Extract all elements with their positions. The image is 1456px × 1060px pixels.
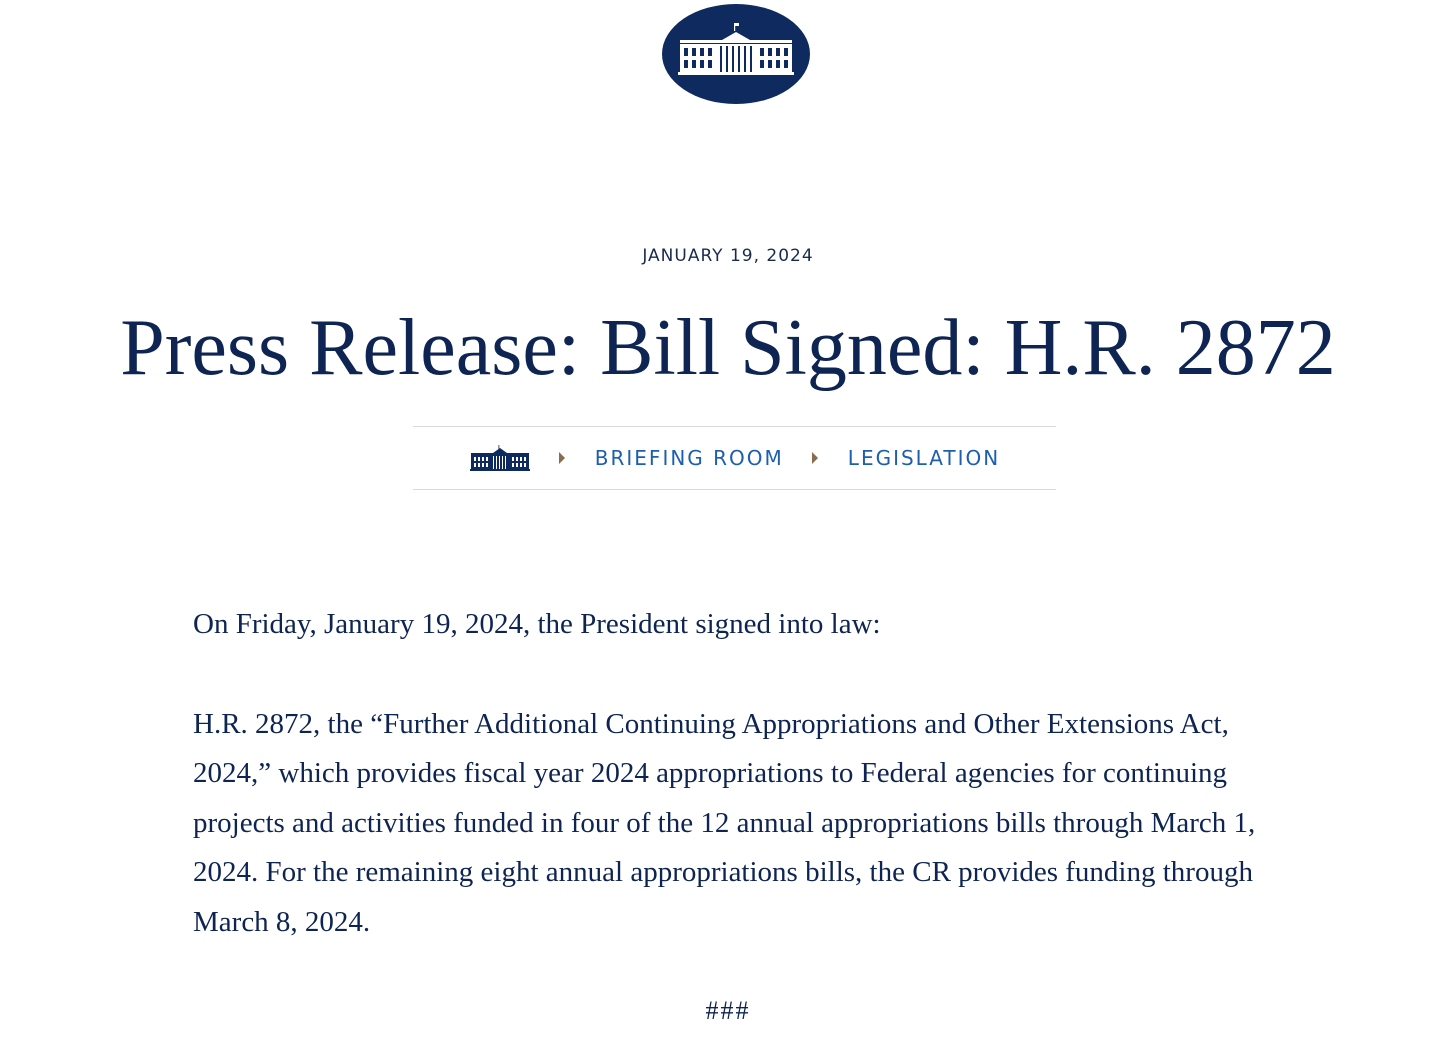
breadcrumb	[413, 426, 1056, 490]
caret-right-icon	[812, 452, 818, 464]
page-title: Press Release: Bill Signed: H.R. 2872	[120, 304, 1336, 392]
breadcrumb-briefing-room[interactable]: BRIEFING ROOM	[594, 446, 784, 470]
article-date: JANUARY 19, 2024	[642, 246, 814, 266]
article-paragraph: H.R. 2872, the “Further Additional Continuing Appropriations and Other Extensions Act, 2024,” which provides fiscal year 2024 appropriations to Federal agencies for continuing projects and activities funded in four of the 12 annual appropriations bills through March 1, 2024. For the remaining eight annual appropriations bills, the CR provides funding through March 8, 2024.	[193, 707, 1256, 938]
caret-right-icon	[559, 452, 565, 464]
article-paragraph: On Friday, January 19, 2024, the President signed into law:	[193, 608, 881, 640]
white-house-logo[interactable]	[662, 4, 810, 104]
breadcrumb-home-link[interactable]	[469, 444, 531, 472]
breadcrumb-legislation[interactable]: LEGISLATION	[847, 446, 1001, 470]
article-body	[193, 600, 1283, 997]
article-end-mark: ###	[705, 996, 751, 1025]
white-house-icon	[469, 444, 531, 472]
white-house-seal-icon	[662, 4, 810, 104]
